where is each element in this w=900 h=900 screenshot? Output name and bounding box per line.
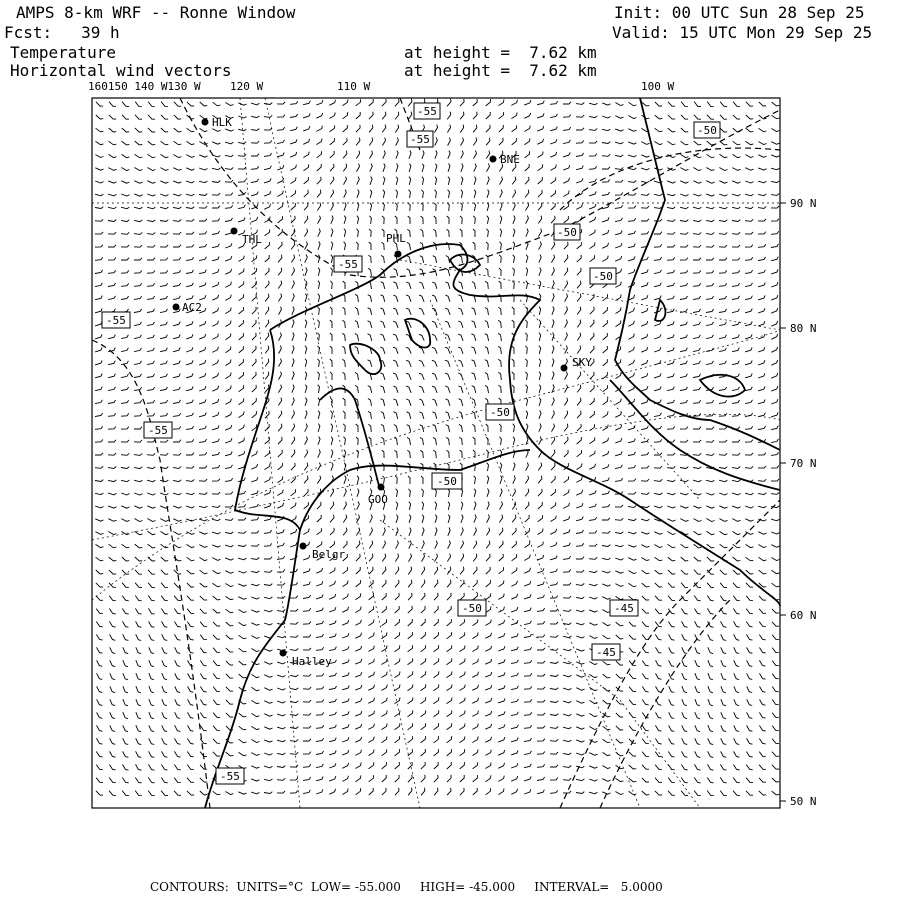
station-label-belgr: Belgr <box>312 548 346 561</box>
contour-label: -55 <box>220 770 240 783</box>
island <box>450 255 480 272</box>
contour-label: -50 <box>490 406 510 419</box>
lon-label-120w: 120 W <box>230 80 264 93</box>
contour-label: -45 <box>596 646 616 659</box>
island <box>700 375 745 397</box>
station-label-thl: THL <box>242 233 262 246</box>
contour-label: -55 <box>338 258 358 271</box>
forecast-hour: Fcst: 39 h <box>4 23 120 42</box>
station-dot-ac2 <box>173 304 180 311</box>
ice-shelf-front <box>300 450 530 530</box>
station-dot-halley <box>280 650 287 657</box>
contour-line <box>180 98 780 277</box>
height-label-1: at height = 7.62 km <box>404 43 597 62</box>
station-dot-sky <box>561 365 568 372</box>
lon-label-100w: 100 W <box>641 80 675 93</box>
tick-marks <box>780 203 786 801</box>
contour-label: -55 <box>410 133 430 146</box>
init-time: Init: 00 UTC Sun 28 Sep 25 <box>614 3 865 22</box>
contour-label: -50 <box>593 270 613 283</box>
contour-label: -50 <box>437 475 457 488</box>
station-dot-belgr <box>300 543 307 550</box>
contour-label: -50 <box>557 226 577 239</box>
island <box>350 344 381 374</box>
station-label-hlk: HLK <box>212 116 232 129</box>
station-dot-bne <box>490 156 497 163</box>
field-name-wind: Horizontal wind vectors <box>10 61 232 80</box>
contour-line <box>560 148 780 210</box>
station-label-halley: Halley <box>292 655 332 668</box>
station-label-ac2: AC2 <box>182 301 202 314</box>
contour-label: -50 <box>462 602 482 615</box>
coastline-path <box>205 330 300 808</box>
contour-label: -55 <box>148 424 168 437</box>
contour-label: -55 <box>106 314 126 327</box>
station-label-sky: SKY <box>572 356 592 369</box>
station-label-phl: PHL <box>386 232 406 245</box>
contour-labels <box>102 103 720 784</box>
valid-time: Valid: 15 UTC Mon 29 Sep 25 <box>612 23 873 42</box>
station-dot-phl <box>395 251 402 258</box>
lat-label-60n: 60 N <box>790 609 817 622</box>
lon-label-110w: 110 W <box>337 80 371 93</box>
lat-label-90n: 90 N <box>790 197 817 210</box>
lat-label-50n: 50 N <box>790 795 817 808</box>
lat-label-70n: 70 N <box>790 457 817 470</box>
lat-label-80n: 80 N <box>790 322 817 335</box>
contour-legend: CONTOURS: UNITS=°C LOW= -55.000 HIGH= -45.000 INTERVAL= 5.0000 <box>150 880 663 894</box>
coastline-path <box>270 244 780 606</box>
graticule-line <box>380 520 700 808</box>
station-dot-goo <box>378 484 385 491</box>
contour-label: -50 <box>697 124 717 137</box>
lon-label-top-left: 160150 140 W130 W <box>88 80 201 93</box>
station-dot-hlk <box>202 119 209 126</box>
station-label-bne: BNE <box>500 153 520 166</box>
station-label-goo: GOO <box>368 493 388 506</box>
station-dot-thl <box>231 228 238 235</box>
coastline-path <box>610 380 780 490</box>
field-name-temperature: Temperature <box>10 43 116 62</box>
contour-label: -45 <box>614 602 634 615</box>
height-label-2: at height = 7.62 km <box>404 61 597 80</box>
map-title: AMPS 8-km WRF -- Ronne Window <box>16 3 296 22</box>
graticule-line <box>520 300 700 500</box>
contour-label: -55 <box>417 105 437 118</box>
